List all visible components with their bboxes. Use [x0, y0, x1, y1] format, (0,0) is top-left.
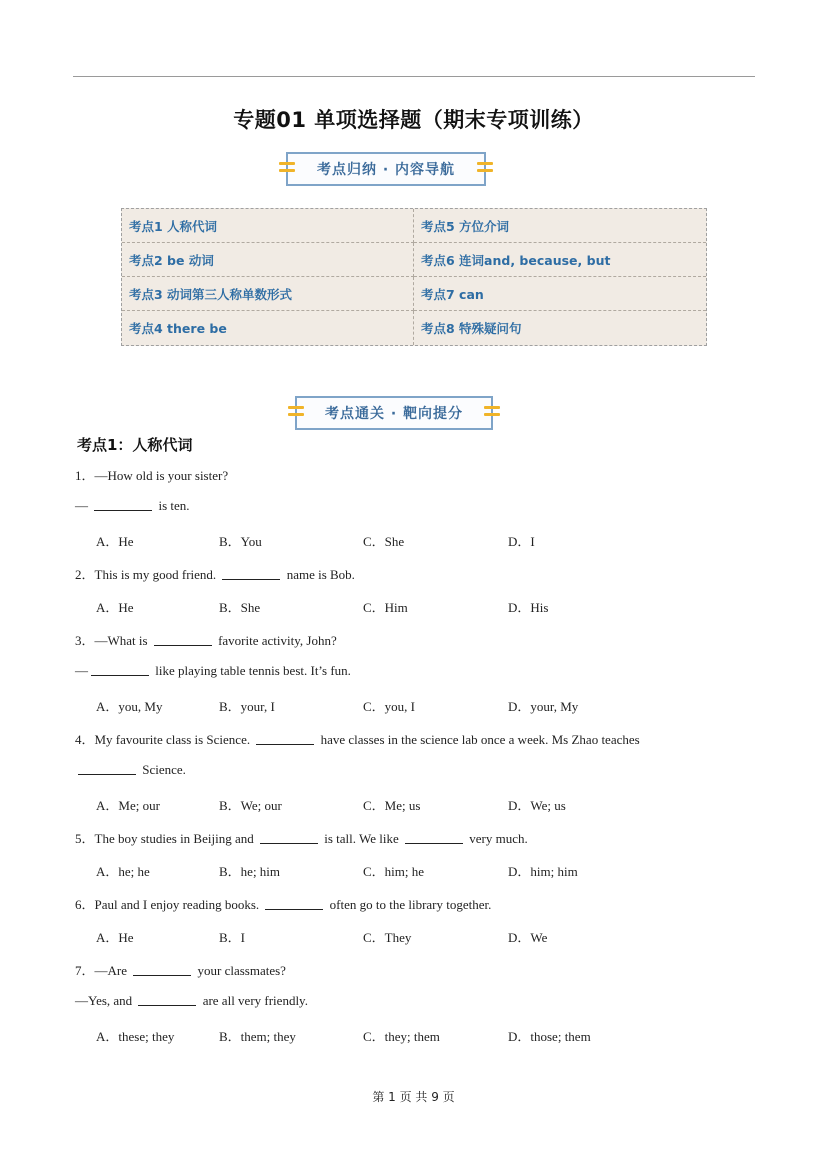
option-d[interactable]: D．him; him [508, 864, 578, 879]
nav-topic-1[interactable]: 考点1 人称代词 [122, 209, 414, 243]
option-c[interactable]: C．him; he [363, 864, 425, 879]
topic-navigation-table [121, 208, 707, 346]
option-b[interactable]: B．I [219, 930, 246, 945]
option-c[interactable]: C．they; them [363, 1029, 440, 1044]
question-2-line [75, 564, 355, 583]
option-a[interactable]: A．He [96, 534, 134, 549]
answer-blank[interactable] [265, 897, 323, 910]
document-title: 专题01 单项选择题（期末专项训练） [233, 108, 594, 132]
option-a[interactable]: A．He [96, 930, 134, 945]
question-text: 6．Paul and I enjoy reading books. [75, 897, 263, 912]
option-d[interactable]: D．your, My [508, 699, 579, 714]
question-text: —Yes, and [75, 993, 136, 1008]
practice-banner-label: 考点通关 · 靶向提分 [324, 406, 464, 422]
question-text: are all very friendly. [199, 993, 308, 1008]
nav-topic-5[interactable]: 考点5 方位介词 [414, 209, 706, 243]
nav-topic-7[interactable]: 考点7 can [414, 277, 706, 311]
option-c[interactable]: C．Him [363, 600, 408, 615]
answer-blank[interactable] [405, 831, 463, 844]
answer-blank[interactable] [78, 762, 136, 775]
question-7-line [75, 960, 286, 979]
question-3-line [75, 630, 337, 649]
option-b[interactable]: B．them; they [219, 1029, 296, 1044]
question-1-line [75, 498, 190, 514]
question-5-line [75, 828, 528, 847]
answer-blank[interactable] [91, 663, 149, 676]
answer-blank[interactable] [94, 498, 152, 511]
option-a[interactable]: A．you, My [96, 699, 163, 714]
option-d[interactable]: D．those; them [508, 1029, 591, 1044]
question-text: 3．—What is [75, 633, 151, 648]
nav-topic-8[interactable]: 考点8 特殊疑问句 [421, 321, 522, 336]
question-text: have classes in the science lab once a week. Ms Zhao teaches [317, 732, 640, 747]
option-c[interactable]: C．She [363, 534, 405, 549]
nav-banner [286, 152, 486, 186]
question-text: favorite activity, John? [214, 633, 337, 648]
banner-left-decoration-icon [279, 162, 295, 176]
question-text: 5．The boy studies in Beijing and [75, 831, 257, 846]
banner-right-decoration-icon [484, 406, 500, 420]
question-text: is tall. We like [320, 831, 403, 846]
question-text: 1．—How old is your sister? [75, 468, 229, 483]
question-4-line [75, 762, 186, 778]
nav-topic-4[interactable]: 考点4 there be [122, 311, 414, 345]
option-b[interactable]: B．She [219, 600, 261, 615]
option-a[interactable]: A．He [96, 600, 134, 615]
option-d[interactable]: D．We [508, 930, 548, 945]
question-text: like playing table tennis best. It’s fun. [152, 663, 351, 678]
option-a[interactable]: A．Me; our [96, 798, 160, 813]
header-rule [73, 76, 755, 77]
option-d[interactable]: D．His [508, 600, 549, 615]
section-heading: 考点1：人称代词 [77, 436, 193, 454]
question-text: — [75, 663, 88, 678]
option-b[interactable]: B．We; our [219, 798, 282, 813]
option-c[interactable]: C．you, I [363, 699, 416, 714]
question-text: is ten. [155, 498, 190, 513]
option-d[interactable]: D．I [508, 534, 535, 549]
question-text: very much. [466, 831, 528, 846]
question-3-line [75, 663, 351, 679]
answer-blank[interactable] [138, 993, 196, 1006]
option-b[interactable]: B．You [219, 534, 262, 549]
question-6-line [75, 894, 491, 913]
question-1-line [75, 465, 228, 484]
option-c[interactable]: C．They [363, 930, 412, 945]
answer-blank[interactable] [133, 963, 191, 976]
question-text: Science. [139, 762, 186, 777]
question-text: 2．This is my good friend. [75, 567, 220, 582]
answer-blank[interactable] [154, 633, 212, 646]
option-b[interactable]: B．your, I [219, 699, 275, 714]
answer-blank[interactable] [256, 732, 314, 745]
nav-topic-3[interactable]: 考点3 动词第三人称单数形式 [122, 277, 414, 311]
question-text: — [75, 498, 92, 513]
option-d[interactable]: D．We; us [508, 798, 566, 813]
answer-blank[interactable] [260, 831, 318, 844]
page-footer: 第 1 页 共 9 页 [372, 1090, 455, 1104]
nav-topic-2[interactable]: 考点2 be 动词 [122, 243, 414, 277]
question-text: often go to the library together. [326, 897, 492, 912]
question-text: name is Bob. [283, 567, 355, 582]
option-c[interactable]: C．Me; us [363, 798, 421, 813]
nav-banner-label: 考点归纳 · 内容导航 [316, 162, 456, 178]
option-b[interactable]: B．he; him [219, 864, 281, 879]
banner-left-decoration-icon [288, 406, 304, 420]
practice-banner [295, 396, 493, 430]
question-text: 7．—Are [75, 963, 131, 978]
question-4-line [75, 729, 640, 748]
question-7-line [75, 993, 308, 1009]
nav-topic-6[interactable]: 考点6 连词and, because, but [414, 243, 706, 277]
answer-blank[interactable] [222, 567, 280, 580]
banner-right-decoration-icon [477, 162, 493, 176]
option-a[interactable]: A．he; he [96, 864, 150, 879]
question-text: your classmates? [194, 963, 286, 978]
question-text: 4．My favourite class is Science. [75, 732, 254, 747]
option-a[interactable]: A．these; they [96, 1029, 175, 1044]
